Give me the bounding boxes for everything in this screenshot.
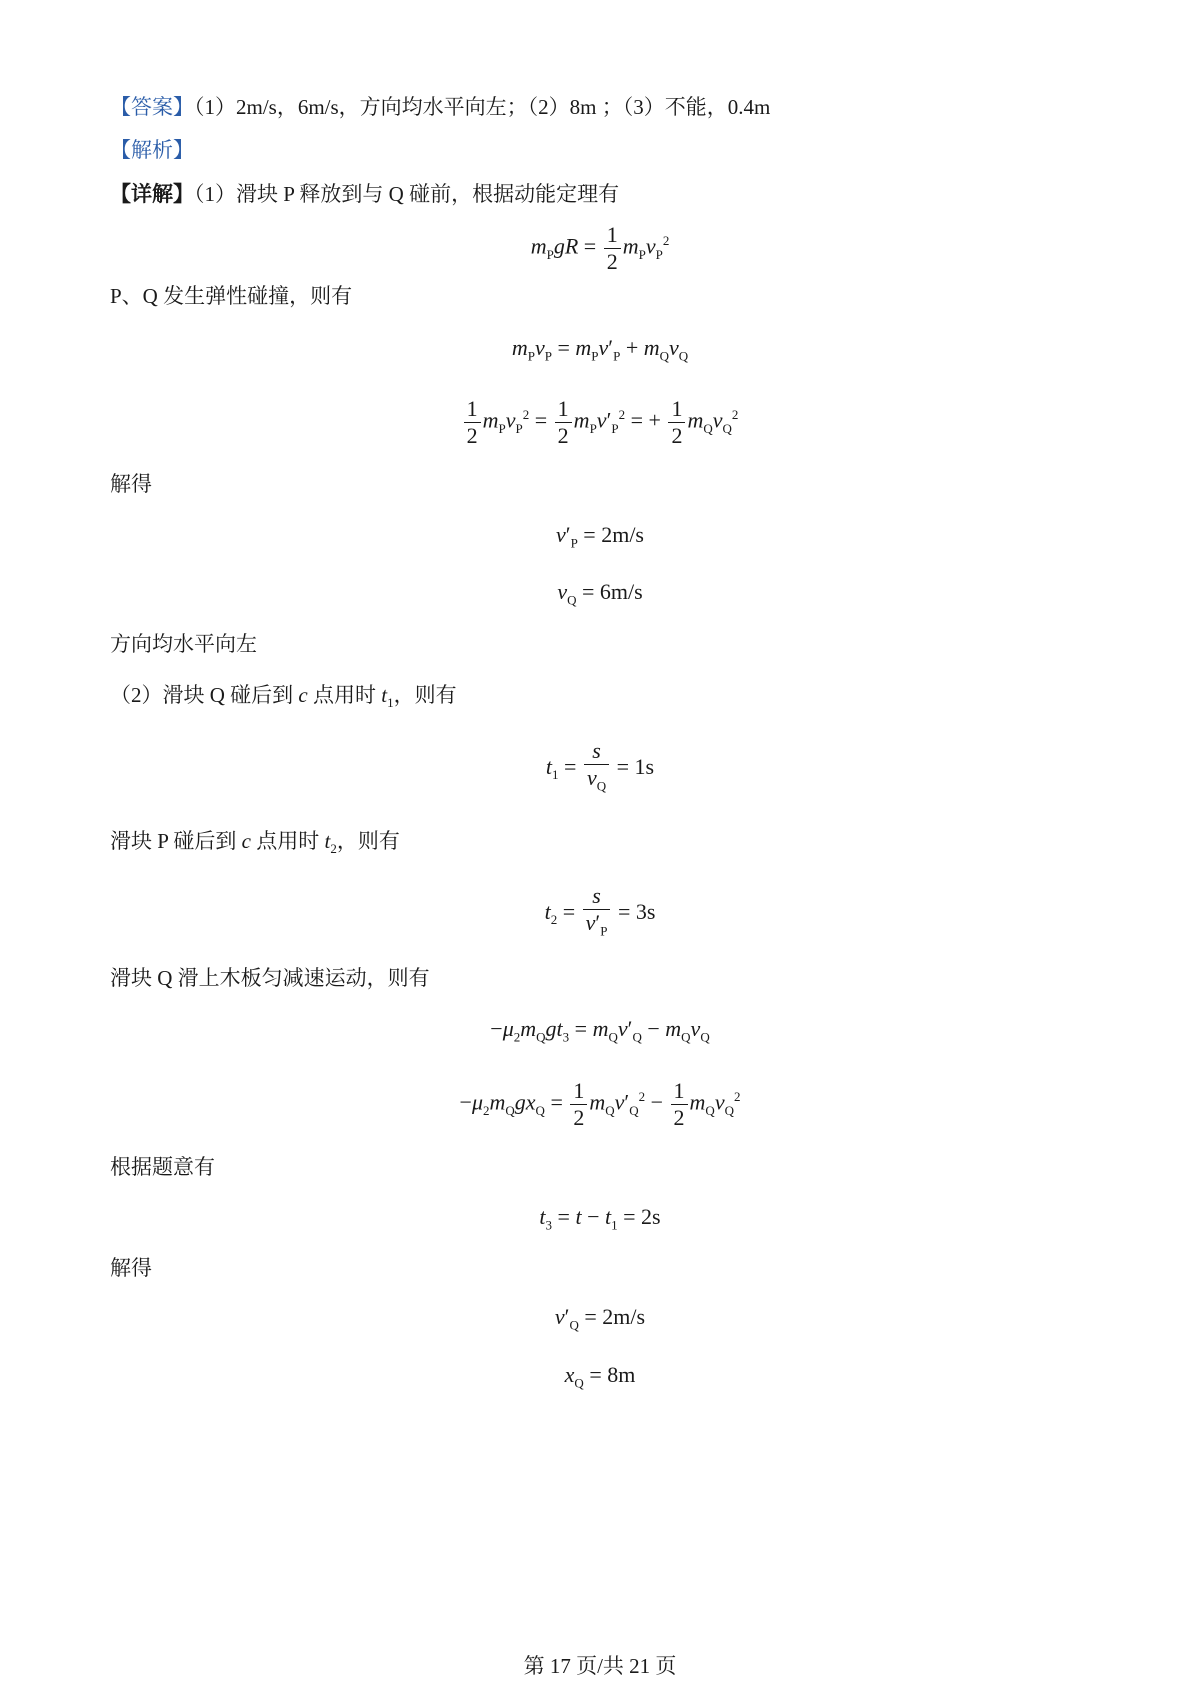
p-to-c-mid: 点用时 bbox=[250, 829, 325, 853]
answer-label: 【答案】 bbox=[110, 95, 194, 119]
equation-momentum: $m_Pv_P = m_Pv'_P + m_Qv_Q$ bbox=[511, 335, 689, 364]
result-xq: = 8m bbox=[589, 1362, 636, 1387]
text-line-2: P、Q 发生弹性碰撞，则有 bbox=[110, 284, 353, 308]
equation-vp-prime: $v'_P = 2m/s$ bbox=[555, 522, 644, 551]
detail-text: （1）滑块 P 释放到与 Q 碰前，根据动能定理有 bbox=[194, 182, 620, 206]
point-c: c bbox=[298, 683, 308, 707]
part2-pre: （2）滑块 Q 碰后到 bbox=[110, 683, 299, 707]
equation-energy-theorem: $m_PgR$ = $\frac{1}{2}$ $m_Pv_P^2$ bbox=[530, 222, 670, 274]
part2-post: ，则有 bbox=[393, 683, 457, 707]
text-line-part2: （2）滑块 Q 碰后到 c 点用时 $t_1$，则有 bbox=[110, 683, 457, 711]
detail-label: 【详解】 bbox=[110, 182, 194, 206]
analysis-label: 【解析】 bbox=[110, 138, 194, 162]
page-footer: 第 17 页/共 21 页 bbox=[523, 1654, 677, 1678]
equation-kinetic-energy: $\frac{1}{2}$ $m_Pv_P^2$ = $\frac{1}{2}$ $m_Pv'_P^2$ = + $\frac{1}{2}$ $m_Qv_Q^2$ bbox=[0, 396, 1200, 449]
result-vq-prime: = 2m/s bbox=[584, 1304, 646, 1329]
result-vq: = 6m/s bbox=[581, 579, 643, 604]
p-to-c-pre: 滑块 P 碰后到 bbox=[110, 829, 242, 853]
answer-line bbox=[110, 92, 770, 122]
result-t3: = 2s bbox=[623, 1204, 661, 1229]
point-c-2: c bbox=[241, 829, 251, 853]
result-t1: = 1s bbox=[616, 753, 655, 779]
text-line-condition: 根据题意有 bbox=[110, 1155, 215, 1179]
detail-line bbox=[110, 179, 619, 209]
equation-work-energy: $-\mu_2m_Qgx_Q$ = $\frac{1}{2}$ $m_Qv'_Q^2$ − $\frac{1}{2}$ $m_Qv_Q^2$ bbox=[459, 1078, 741, 1130]
result-t2: = 3s bbox=[617, 898, 656, 924]
text-line-solve-2: 解得 bbox=[110, 1256, 152, 1280]
result-vp-prime: = 2m/s bbox=[583, 522, 644, 547]
text-line-p-to-c: 滑块 P 碰后到 c 点用时 $t_2$，则有 bbox=[110, 829, 400, 857]
answer-text: （1）2m/s，6m/s，方向均水平向左；（2）8m ；（3）不能，0.4m bbox=[194, 95, 771, 119]
equation-impulse: $-\mu_2m_Qgt_3 = m_Qv'_Q - m_Qv_Q$ bbox=[490, 1016, 710, 1045]
text-line-solve-1: 解得 bbox=[110, 472, 152, 496]
p-to-c-post: ，则有 bbox=[336, 829, 400, 853]
equation-xq: $x_Q = 8m$ bbox=[564, 1362, 636, 1391]
equation-vq: $v_Q = 6m/s$ bbox=[557, 579, 643, 608]
part2-mid: 点用时 bbox=[307, 683, 382, 707]
text-line-direction: 方向均水平向左 bbox=[110, 632, 257, 656]
text-line-deceleration: 滑块 Q 滑上木板匀减速运动，则有 bbox=[110, 966, 430, 990]
equation-t3: $t_3 = t - t_1 = 2s$ bbox=[539, 1204, 661, 1233]
equation-t1: $t_1$ = $\frac{s}{v_Q}$ = 1s bbox=[545, 738, 655, 794]
equation-vq-prime: $v'_Q = 2m/s$ bbox=[554, 1304, 646, 1333]
equation-t2: $t_2$ = $\frac{s}{v'_P}$ = 3s bbox=[544, 883, 656, 939]
